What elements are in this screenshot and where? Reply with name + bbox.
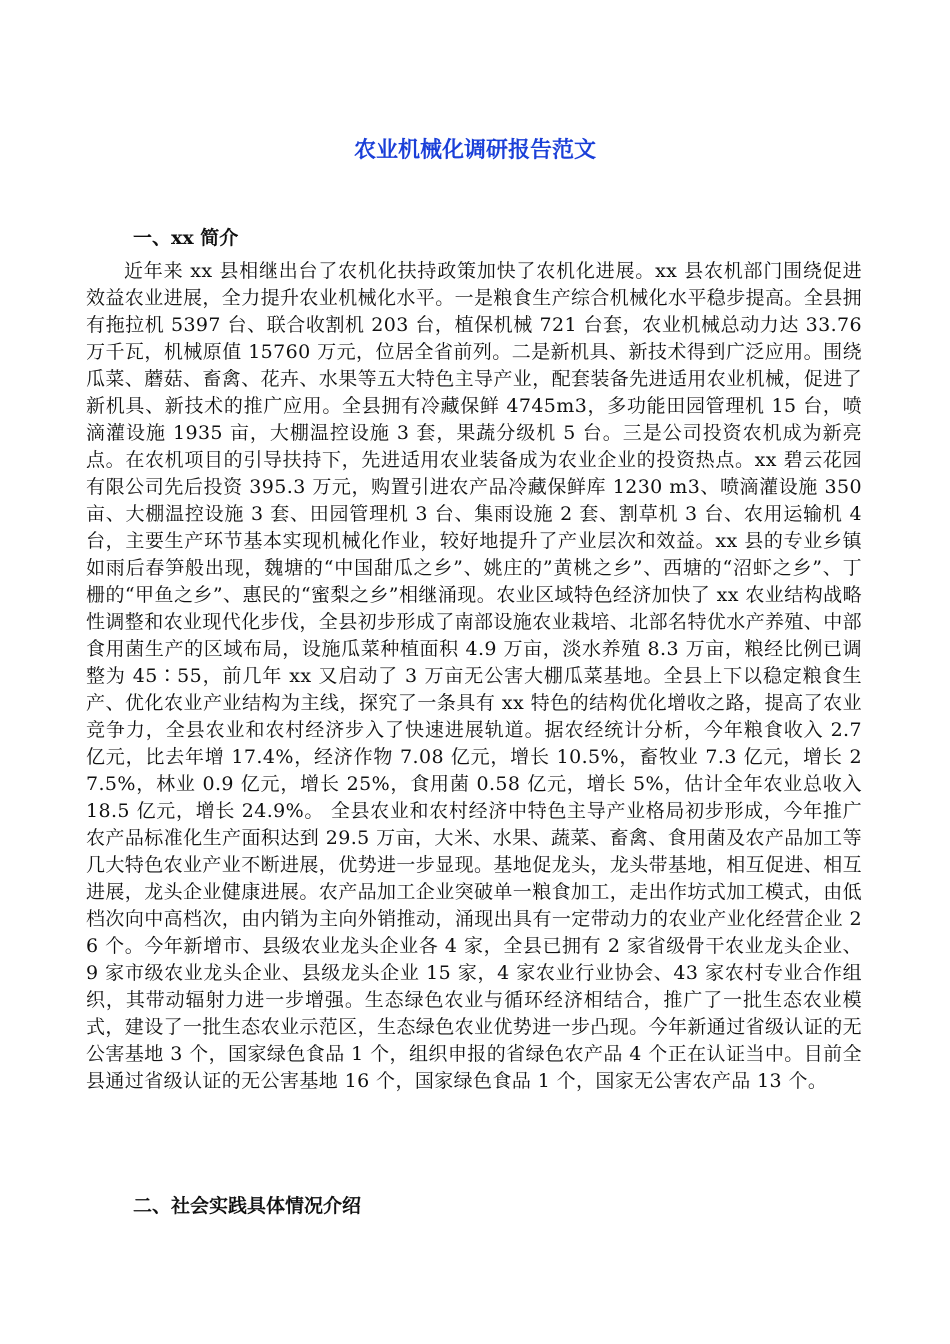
document-title: 农业机械化调研报告范文	[353, 138, 596, 163]
intro-paragraph: 近年来 xx 县相继出台了农机化扶持政策加快了农机化进展。xx 县农机部门围绕促进效益农业进展，全力提升农业机械化水平。一是粮食生产综合机械化水平稳步提高。全县拥有拖拉机 5397 台、联合收割机 203 台，植保机械 721 台套，农业机械总动力达 33.76 万千瓦，机械原值 15760 万元，位居全省前列。二是新机具、新技术得到广泛应用。围绕瓜菜、蘑菇、畜禽、花卉、水果等五大特色主导产业，配套装备先进适用农业机械，促进了新机具、新技术的推广应用。全县拥有冷藏保鲜 4745m3，多功能田园管理机 15 台，喷滴灌设施 1935 亩，大棚温控设施 3 套，果蔬分级机 5 台。三是公司投资农机成为新亮点。在农机项目的引导扶持下，先进适用农业装备成为农业企业的投资热点。xx 碧云花园有限公司先后投资 395.3 万元，购置引进农产品冷藏保鲜库 1230 m3、喷滴灌设施 350 亩、大棚温控设施 3 套、田园管理机 3 台、集雨设施 2 套、割草机 3 台、农用运输机 4 台，主要生产环节基本实现机械化作业，较好地提升了产业层次和效益。xx 县的专业乡镇如雨后春笋般出现，魏塘的“中国甜瓜之乡”、姚庄的”黄桃之乡”、西塘的“沼虾之乡”、丁栅的“甲鱼之乡”、惠民的“蜜梨之乡”相继涌现。农业区域特色经济加快了 xx 农业结构战略性调整和农业现代化步伐，全县初步形成了南部设施农业栽培、北部名特优水产养殖、中部食用菌生产的区域布局，设施瓜菜种植面积 4.9 万亩，淡水养殖 8.3 万亩，粮经比例已调整为 45∶55，前几年 xx 又启动了 3 万亩无公害大棚瓜菜基地。全县上下以稳定粮食生产、优化农业产业结构为主线，探究了一条具有 xx 特色的结构优化增收之路，提高了农业竞争力，全县农业和农村经济步入了快速进展轨道。据农经统计分析，今年粮食收入 2.7 亿元，比去年增 17.4%，经济作物 7.08 亿元，增长 10.5%，畜牧业 7.3 亿元，增长 27.5%，林业 0.9 亿元，增长 25%，食用菌 0.58 亿元，增长 5%，估计全年农业总收入 18.5 亿元，增长 24.9%。 全县农业和农村经济中特色主导产业格局初步形成，今年推广农产品标准化生产面积达到 29.5 万亩，大米、水果、蔬菜、畜禽、食用菌及农产品加工等几大特色农业产业不断进展，优势进一步显现。基地促龙头，龙头带基地，相互促进、相互进展，龙头企业健康进展。农产品加工企业突破单一粮食加工，走出作坊式加工模式，由低档次向中高档次，由内销为主向外销推动，涌现出具有一定带动力的农业产业化经营企业 26 个。今年新增市、县级农业龙头企业各 4 家，全县已拥有 2 家省级骨干农业龙头企业、9 家市级农业龙头企业、县级龙头企业 15 家，4 家农业行业协会、43 家农村专业合作组织，其带动辐射力进一步增强。生态绿色农业与循环经济相结合，推广了一批生态农业模式，建设了一批生态农业示范区，生态绿色农业优势进一步凸现。今年新通过省级认证的无公害基地 3 个，国家绿色食品 1 个，组织申报的省绿色农产品 4 个正在认证当中。目前全县通过省级认证的无公害基地 16 个，国家绿色食品 1 个，国家无公害农产品 13 个。	[86, 260, 863, 1092]
section-heading-intro: 一、xx 简介	[133, 227, 239, 249]
section-heading-practice: 二、社会实践具体情况介绍	[133, 1195, 362, 1217]
